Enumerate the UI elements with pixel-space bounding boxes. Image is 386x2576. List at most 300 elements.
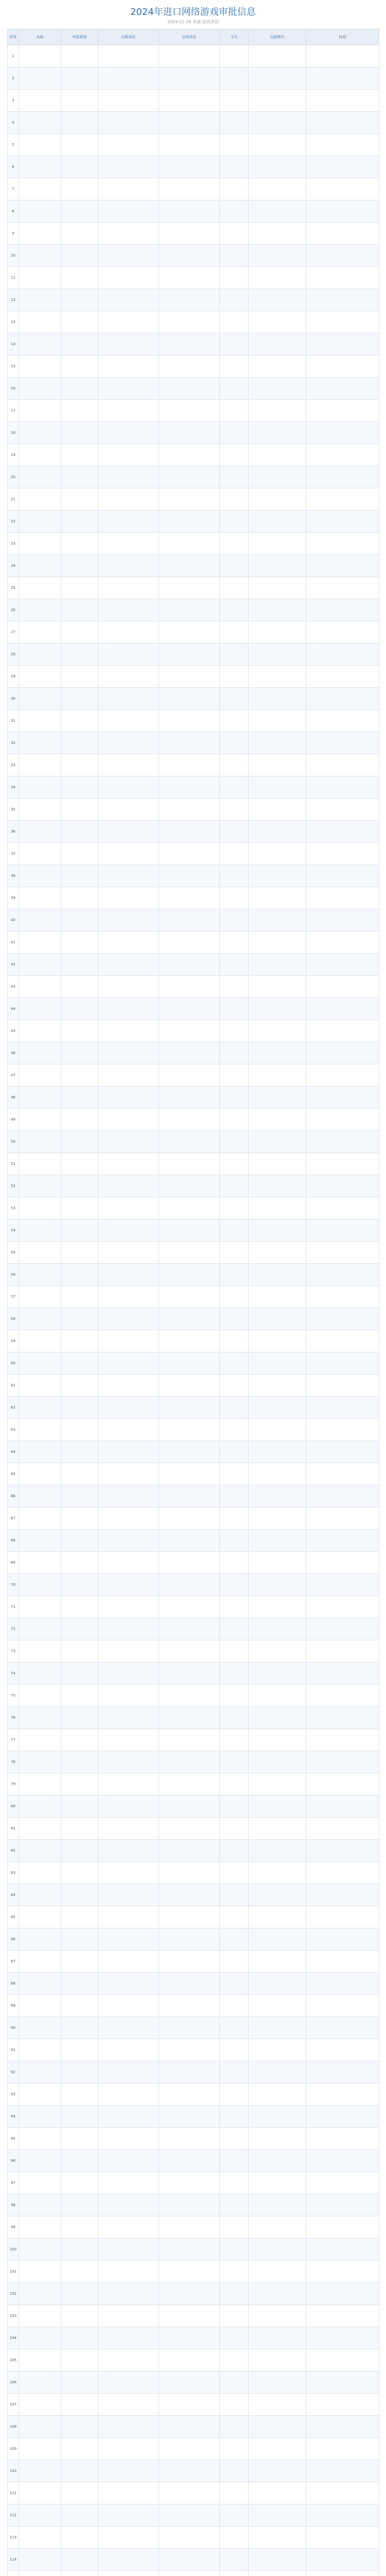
cell-name (19, 1463, 61, 1485)
cell-type (61, 67, 98, 90)
cell-no (220, 1685, 249, 1707)
cell-idx: 53 (8, 1197, 19, 1219)
cell-pub (98, 1928, 159, 1951)
cell-idx: 111 (8, 2482, 19, 2504)
cell-no (220, 444, 249, 466)
cell-idx: 76 (8, 1707, 19, 1729)
cell-idx: 71 (8, 1596, 19, 1618)
cell-isbn (249, 1175, 306, 1197)
cell-idx: 31 (8, 710, 19, 732)
page-meta: 2024-11-28 来源:游戏茶馆 (167, 20, 219, 24)
approval-table (7, 29, 379, 2576)
cell-no (220, 333, 249, 355)
cell-name (19, 710, 61, 732)
cell-pub (98, 1951, 159, 1973)
cell-idx: 70 (8, 1574, 19, 1596)
cell-idx: 66 (8, 1485, 19, 1507)
cell-date (306, 488, 379, 511)
cell-isbn (249, 1884, 306, 1906)
table-row (8, 865, 379, 887)
cell-no (220, 887, 249, 909)
table-row (8, 710, 379, 732)
cell-op (159, 333, 220, 355)
cell-date (306, 2371, 379, 2394)
cell-idx: 25 (8, 577, 19, 599)
table-row (8, 1264, 379, 1286)
table-row (8, 2216, 379, 2239)
table-row (8, 1463, 379, 1485)
table-row (8, 134, 379, 156)
cell-pub (98, 2416, 159, 2438)
cell-type (61, 2482, 98, 2504)
cell-type (61, 378, 98, 400)
cell-op (159, 954, 220, 976)
cell-pub (98, 2261, 159, 2283)
cell-type (61, 1951, 98, 1973)
cell-name (19, 1197, 61, 1219)
cell-name (19, 1020, 61, 1042)
cell-isbn (249, 1109, 306, 1131)
table-row (8, 688, 379, 710)
cell-idx: 20 (8, 466, 19, 488)
cell-isbn (249, 1219, 306, 1242)
cell-pub (98, 821, 159, 843)
cell-isbn (249, 178, 306, 200)
cell-date (306, 2039, 379, 2061)
cell-pub (98, 1485, 159, 1507)
cell-type (61, 1441, 98, 1463)
cell-no (220, 267, 249, 289)
cell-name (19, 2305, 61, 2327)
cell-no (220, 954, 249, 976)
cell-date (306, 1131, 379, 1153)
cell-pub (98, 1087, 159, 1109)
cell-type (61, 2128, 98, 2150)
cell-date (306, 355, 379, 378)
cell-no (220, 1441, 249, 1463)
cell-name (19, 1729, 61, 1751)
cell-no (220, 466, 249, 488)
cell-type (61, 400, 98, 422)
cell-no (220, 112, 249, 134)
cell-idx: 26 (8, 599, 19, 621)
cell-date (306, 156, 379, 178)
cell-name (19, 754, 61, 776)
cell-op (159, 112, 220, 134)
cell-op (159, 355, 220, 378)
cell-op (159, 1242, 220, 1264)
cell-op (159, 1685, 220, 1707)
cell-type (61, 1020, 98, 1042)
cell-name (19, 355, 61, 378)
table-row (8, 1574, 379, 1596)
cell-idx: 41 (8, 931, 19, 954)
cell-type (61, 954, 98, 976)
cell-date (306, 799, 379, 821)
cell-idx: 103 (8, 2305, 19, 2327)
cell-date (306, 2194, 379, 2216)
cell-op (159, 2416, 220, 2438)
cell-date (306, 1197, 379, 1219)
cell-name (19, 1308, 61, 1330)
cell-date (306, 976, 379, 998)
table-row (8, 1751, 379, 1773)
cell-op (159, 2438, 220, 2460)
cell-date (306, 577, 379, 599)
cell-idx: 51 (8, 1153, 19, 1175)
cell-name (19, 2083, 61, 2106)
cell-idx: 1 (8, 45, 19, 67)
cell-date (306, 2349, 379, 2371)
table-row (8, 2327, 379, 2349)
cell-no (220, 1020, 249, 1042)
cell-pub (98, 2482, 159, 2504)
cell-type (61, 267, 98, 289)
cell-no (220, 599, 249, 621)
cell-op (159, 732, 220, 754)
cell-isbn (249, 2349, 306, 2371)
cell-pub (98, 1175, 159, 1197)
table-row (8, 1507, 379, 1530)
cell-name (19, 67, 61, 90)
cell-op (159, 134, 220, 156)
cell-isbn (249, 1906, 306, 1928)
cell-no (220, 2416, 249, 2438)
cell-pub (98, 2527, 159, 2549)
cell-isbn (249, 112, 306, 134)
table-row (8, 378, 379, 400)
cell-date (306, 2416, 379, 2438)
cell-op (159, 2460, 220, 2482)
cell-name (19, 378, 61, 400)
cell-name (19, 2482, 61, 2504)
cell-date (306, 1884, 379, 1906)
cell-op (159, 1795, 220, 1818)
cell-op (159, 865, 220, 887)
cell-date (306, 998, 379, 1020)
cell-no (220, 2017, 249, 2039)
cell-isbn (249, 1995, 306, 2017)
cell-no (220, 1219, 249, 1242)
table-row (8, 1175, 379, 1197)
cell-date (306, 2017, 379, 2039)
cell-op (159, 887, 220, 909)
cell-name (19, 555, 61, 577)
cell-idx: 90 (8, 2017, 19, 2039)
cell-name (19, 1530, 61, 1552)
cell-pub (98, 1042, 159, 1064)
cell-op (159, 998, 220, 1020)
cell-isbn (249, 1131, 306, 1153)
cell-no (220, 1906, 249, 1928)
cell-op (159, 378, 220, 400)
cell-op (159, 156, 220, 178)
cell-name (19, 1175, 61, 1197)
cell-name (19, 998, 61, 1020)
cell-pub (98, 45, 159, 67)
cell-date (306, 2061, 379, 2083)
cell-op (159, 466, 220, 488)
cell-no (220, 1729, 249, 1751)
cell-date (306, 1109, 379, 1131)
cell-type (61, 1596, 98, 1618)
cell-idx: 86 (8, 1928, 19, 1951)
cell-date (306, 2460, 379, 2482)
cell-date (306, 1618, 379, 1640)
cell-pub (98, 311, 159, 333)
cell-no (220, 1197, 249, 1219)
table-row (8, 887, 379, 909)
cell-op (159, 1906, 220, 1928)
cell-name (19, 400, 61, 422)
cell-idx: 106 (8, 2371, 19, 2394)
cell-name (19, 865, 61, 887)
table-row (8, 2504, 379, 2527)
cell-type (61, 1109, 98, 1131)
cell-no (220, 2527, 249, 2549)
cell-isbn (249, 2327, 306, 2349)
cell-date (306, 865, 379, 887)
cell-name (19, 1087, 61, 1109)
cell-isbn (249, 378, 306, 400)
cell-no (220, 1995, 249, 2017)
cell-name (19, 1818, 61, 1840)
cell-name (19, 1663, 61, 1685)
table-row (8, 2305, 379, 2327)
cell-no (220, 1618, 249, 1640)
cell-isbn (249, 643, 306, 666)
cell-type (61, 1064, 98, 1087)
cell-op (159, 223, 220, 245)
cell-date (306, 2261, 379, 2283)
cell-idx: 102 (8, 2283, 19, 2305)
cell-pub (98, 1640, 159, 1663)
cell-op (159, 267, 220, 289)
cell-name (19, 821, 61, 843)
cell-date (306, 2482, 379, 2504)
cell-no (220, 1640, 249, 1663)
cell-date (306, 2527, 379, 2549)
cell-isbn (249, 1441, 306, 1463)
cell-no (220, 2438, 249, 2460)
cell-name (19, 112, 61, 134)
table-row (8, 2394, 379, 2416)
cell-date (306, 1020, 379, 1042)
cell-name (19, 1906, 61, 1928)
table-row (8, 1951, 379, 1973)
cell-op (159, 45, 220, 67)
table-row (8, 1928, 379, 1951)
cell-idx: 79 (8, 1773, 19, 1795)
table-row (8, 45, 379, 67)
cell-type (61, 355, 98, 378)
table-row (8, 1064, 379, 1087)
cell-isbn (249, 289, 306, 311)
cell-name (19, 422, 61, 444)
cell-no (220, 2504, 249, 2527)
cell-type (61, 2172, 98, 2194)
cell-op (159, 754, 220, 776)
cell-isbn (249, 466, 306, 488)
cell-no (220, 1773, 249, 1795)
cell-date (306, 2216, 379, 2239)
cell-name (19, 1596, 61, 1618)
cell-pub (98, 2239, 159, 2261)
table-row (8, 2460, 379, 2482)
cell-name (19, 599, 61, 621)
cell-type (61, 2061, 98, 2083)
table-row (8, 555, 379, 577)
cell-isbn (249, 45, 306, 67)
cell-type (61, 2106, 98, 2128)
table-row (8, 643, 379, 666)
cell-pub (98, 2438, 159, 2460)
cell-type (61, 2394, 98, 2416)
cell-idx: 2 (8, 67, 19, 90)
table-body (8, 45, 379, 2576)
cell-op (159, 1951, 220, 1973)
cell-op (159, 2394, 220, 2416)
cell-op (159, 2106, 220, 2128)
cell-op (159, 799, 220, 821)
table-row (8, 732, 379, 754)
table-row (8, 1441, 379, 1463)
cell-date (306, 666, 379, 688)
cell-op (159, 1707, 220, 1729)
cell-idx: 69 (8, 1552, 19, 1574)
cell-pub (98, 2571, 159, 2576)
cell-pub (98, 2172, 159, 2194)
cell-idx: 67 (8, 1507, 19, 1530)
cell-type (61, 444, 98, 466)
cell-no (220, 1397, 249, 1419)
cell-pub (98, 643, 159, 666)
cell-no (220, 1375, 249, 1397)
cell-no (220, 666, 249, 688)
cell-pub (98, 1618, 159, 1640)
cell-op (159, 1840, 220, 1862)
cell-pub (98, 245, 159, 267)
cell-op (159, 2482, 220, 2504)
cell-type (61, 1818, 98, 1840)
cell-idx: 96 (8, 2150, 19, 2172)
cell-op (159, 1131, 220, 1153)
cell-no (220, 45, 249, 67)
cell-op (159, 1574, 220, 1596)
cell-pub (98, 1685, 159, 1707)
cell-pub (98, 1530, 159, 1552)
cell-date (306, 1795, 379, 1818)
cell-date (306, 688, 379, 710)
cell-date (306, 67, 379, 90)
table-row (8, 621, 379, 643)
cell-idx: 9 (8, 223, 19, 245)
cell-type (61, 1308, 98, 1330)
cell-op (159, 2261, 220, 2283)
table-row (8, 1397, 379, 1419)
cell-type (61, 1131, 98, 1153)
cell-date (306, 1640, 379, 1663)
cell-idx: 39 (8, 887, 19, 909)
cell-isbn (249, 1707, 306, 1729)
cell-idx: 94 (8, 2106, 19, 2128)
cell-isbn (249, 156, 306, 178)
cell-pub (98, 2194, 159, 2216)
cell-isbn (249, 1818, 306, 1840)
cell-no (220, 754, 249, 776)
cell-type (61, 1530, 98, 1552)
cell-idx: 45 (8, 1020, 19, 1042)
table-row (8, 223, 379, 245)
cell-type (61, 643, 98, 666)
table-row (8, 156, 379, 178)
table-row (8, 776, 379, 799)
cell-name (19, 1375, 61, 1397)
cell-no (220, 1530, 249, 1552)
cell-type (61, 1197, 98, 1219)
cell-isbn (249, 776, 306, 799)
cell-idx: 91 (8, 2039, 19, 2061)
table-row (8, 1197, 379, 1219)
table-row (8, 2482, 379, 2504)
cell-idx: 24 (8, 555, 19, 577)
cell-op (159, 2194, 220, 2216)
cell-name (19, 954, 61, 976)
cell-type (61, 1618, 98, 1640)
cell-no (220, 2571, 249, 2576)
cell-idx: 15 (8, 355, 19, 378)
cell-idx: 75 (8, 1685, 19, 1707)
cell-op (159, 599, 220, 621)
cell-idx: 27 (8, 621, 19, 643)
table-row (8, 1242, 379, 1264)
cell-date (306, 2549, 379, 2571)
cell-isbn (249, 577, 306, 599)
cell-no (220, 311, 249, 333)
cell-no (220, 2128, 249, 2150)
table-row (8, 289, 379, 311)
cell-op (159, 2549, 220, 2571)
cell-pub (98, 1397, 159, 1419)
cell-name (19, 2438, 61, 2460)
cell-date (306, 533, 379, 555)
table-row (8, 1707, 379, 1729)
cell-name (19, 333, 61, 355)
table-row (8, 976, 379, 998)
cell-type (61, 1928, 98, 1951)
cell-name (19, 1973, 61, 1995)
cell-op (159, 1973, 220, 1995)
cell-name (19, 156, 61, 178)
table-row (8, 1087, 379, 1109)
cell-op (159, 1375, 220, 1397)
cell-idx: 100 (8, 2239, 19, 2261)
cell-pub (98, 1419, 159, 1441)
cell-type (61, 311, 98, 333)
cell-pub (98, 289, 159, 311)
cell-name (19, 533, 61, 555)
table-row (8, 2371, 379, 2394)
cell-isbn (249, 2416, 306, 2438)
cell-isbn (249, 200, 306, 223)
cell-type (61, 1862, 98, 1884)
cell-pub (98, 112, 159, 134)
cell-idx: 7 (8, 178, 19, 200)
table-row (8, 1685, 379, 1707)
table-row (8, 2017, 379, 2039)
cell-type (61, 621, 98, 643)
cell-isbn (249, 1463, 306, 1485)
